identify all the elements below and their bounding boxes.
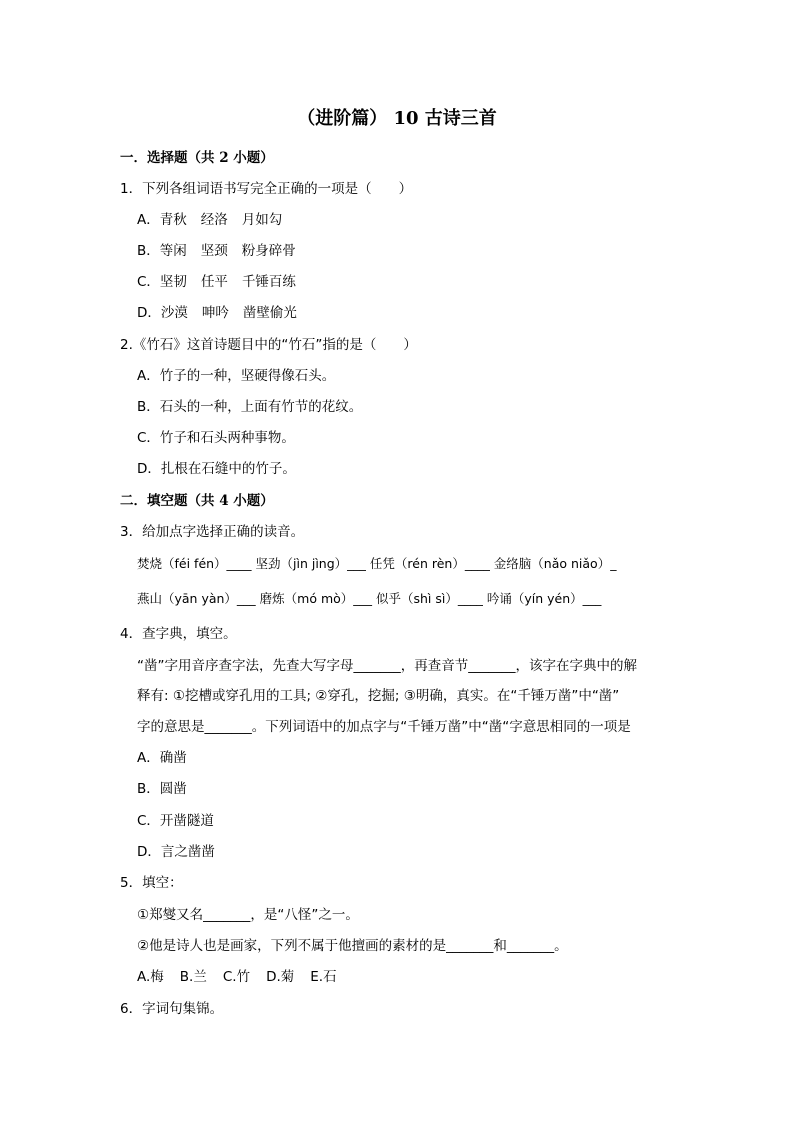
question-4-option-c: C．开凿隧道 (137, 813, 214, 829)
question-4-line-2: 释有: ①挖槽或穿孔用的工具; ②穿孔，挖掘; ③明确，真实。在“千锤万凿”中“凿” (137, 688, 620, 704)
question-4-option-b: B．圆凿 (137, 781, 187, 797)
question-2-option-d: D．扎根在石缝中的竹子。 (137, 461, 296, 477)
question-4-option-a: A．确凿 (137, 750, 187, 766)
section-heading-choice: 一．选择题（共 2 小题） (120, 150, 274, 166)
option-text: 经洛 (200, 212, 228, 228)
question-1-stem: 1．下列各组词语书写完全正确的一项是（ ） (120, 181, 413, 197)
question-1-option-a (137, 208, 282, 228)
question-2-option-c: C．竹子和石头两种事物。 (137, 430, 295, 446)
option-text: D．沙漠 (137, 305, 188, 321)
option-text: 粉身碎骨 (241, 243, 296, 259)
option-text: A．青秋 (137, 212, 187, 228)
question-3-stem: 3．给加点字选择正确的读音。 (120, 524, 305, 540)
option-text: 呻吟 (201, 305, 229, 321)
option-text: 千锤百练 (241, 274, 296, 290)
page-title: （进阶篇） 10 古诗三首 (297, 108, 497, 129)
option-text: B．等闲 (137, 243, 187, 259)
option-text: 凿壁偷光 (242, 305, 297, 321)
choice-text: D.菊 (266, 969, 295, 985)
section-heading-fill: 二．填空题（共 4 小题） (120, 493, 274, 509)
option-text: 坚颈 (200, 243, 228, 259)
question-2-option-b: B．石头的一种，上面有竹节的花纹。 (137, 399, 363, 415)
question-4-option-d: D．言之凿凿 (137, 844, 215, 860)
option-text: C．坚韧 (137, 274, 187, 290)
option-text: 月如勾 (241, 212, 283, 228)
question-5-line-2: ②他是诗人也是画家，下列不属于他擅画的素材的是_______和_______。 (137, 938, 568, 954)
question-4-stem: 4．查字典，填空。 (120, 626, 237, 642)
choice-text: C.竹 (222, 969, 251, 985)
question-5-stem: 5．填空： (120, 875, 183, 891)
question-3-line-1: 焚烧（féi fén）____ 坚劲（jìn jìng）___ 任凭（rén rèn）____ 金络脑（nǎo niǎo）_ (137, 556, 617, 571)
choice-text: B.兰 (179, 969, 207, 985)
question-1-option-b (137, 239, 296, 259)
question-5-line-1: ①郑燮又名_______，是“八怪”之一。 (137, 907, 359, 923)
question-2-stem: 2.《竹石》这首诗题目中的“竹石”指的是（ ） (120, 337, 417, 353)
option-text: 任平 (200, 274, 228, 290)
question-4-line-1: “凿”字用音序查字法，先查大写字母_______，再查音节_______，该字在字典中的解 (137, 658, 637, 674)
question-1-option-d (137, 301, 297, 321)
question-6-stem: 6．字词句集锦。 (120, 1001, 224, 1017)
choice-text: E.石 (310, 969, 337, 985)
question-2-option-a: A．竹子的一种，坚硬得像石头。 (137, 368, 336, 384)
question-5-choices (137, 965, 337, 985)
question-3-line-2: 燕山（yān yàn）___ 磨炼（mó mò）___ 似乎（shì sì）____ 吟诵（yín yén）___ (137, 591, 602, 606)
choice-text: A.梅 (137, 969, 164, 985)
question-1-option-c (137, 270, 296, 290)
question-4-line-3: 字的意思是_______。下列词语中的加点字与“千锤万凿”中“凿“字意思相同的一项是 (137, 719, 631, 735)
